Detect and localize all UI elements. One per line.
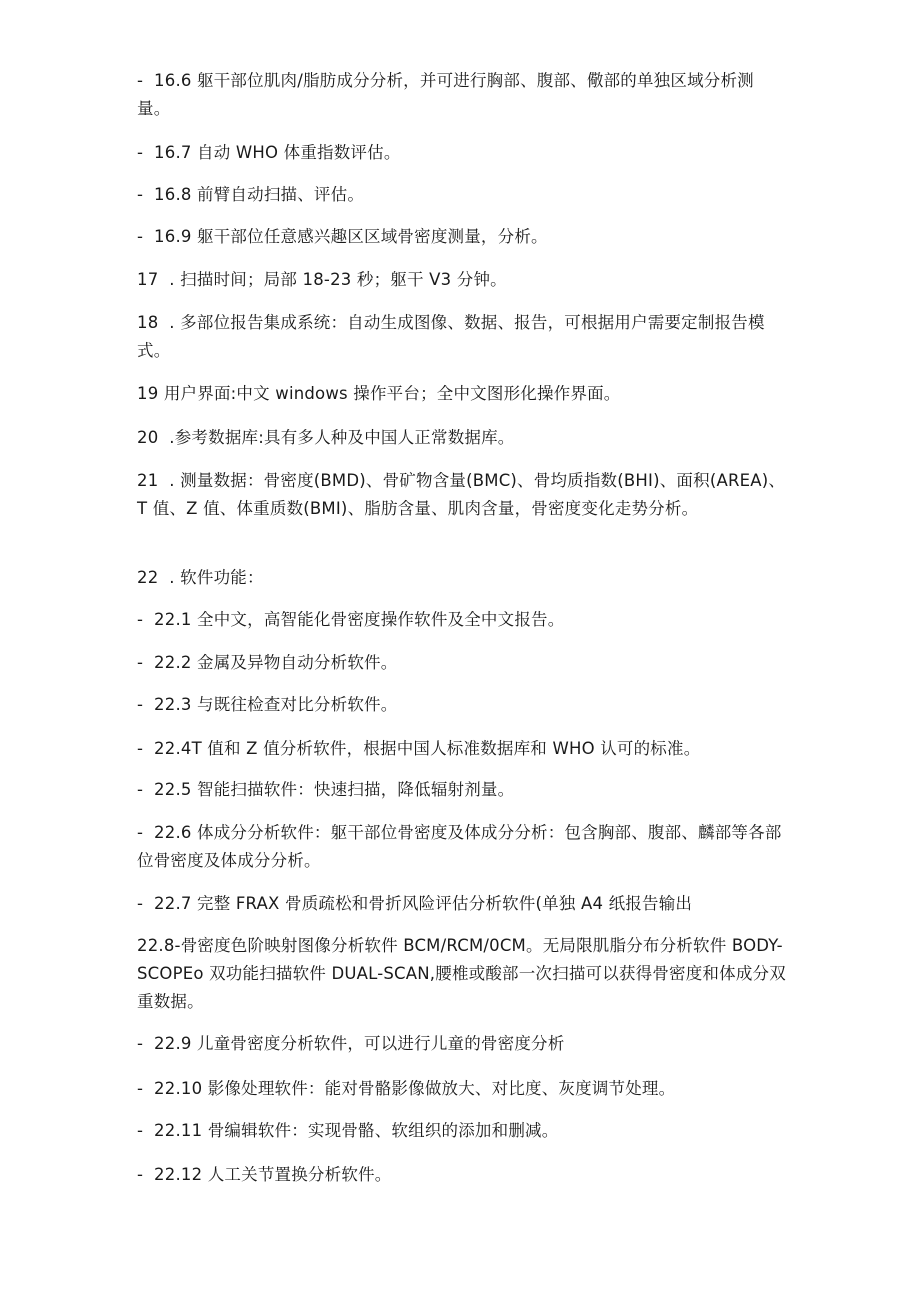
paragraph-16-9: - 16.9 躯干部位任意感兴趣区区域骨密度测量，分析。 <box>137 227 548 246</box>
paragraph-22-2: - 22.2 金属及异物自动分析软件。 <box>137 653 398 672</box>
paragraph-22-5: - 22.5 智能扫描软件：快速扫描，降低辐射剂量。 <box>137 780 515 799</box>
paragraph-20: 20 .参考数据库:具有多人种及中国人正常数据库。 <box>137 428 515 447</box>
paragraph-22-6: - 22.6 体成分分析软件：躯干部位骨密度及体成分分析：包含胸部、腹部、麟部等各部位骨密度及体成分分析。 <box>137 823 782 870</box>
paragraph-22-8: 22.8-骨密度色阶映射图像分析软件 BCM/RCM/0CM。无局限肌脂分布分析软件 BODY-SCOPEo 双功能扫描软件 DUAL-SCAN,腰椎或酸部一次扫描可以获得骨密度和体成分双重数据。 <box>137 936 786 1011</box>
paragraph-19: 19 用户界面:中文 windows 操作平台；全中文图形化操作界面。 <box>137 384 621 403</box>
paragraph-22-7: - 22.7 完整 FRAX 骨质疏松和骨折风险评估分析软件(单独 A4 纸报告输出 <box>137 894 693 913</box>
paragraph-17: 17 . 扫描时间；局部 18-23 秒；躯干 V3 分钟。 <box>137 270 507 289</box>
paragraph-22-1: - 22.1 全中文，高智能化骨密度操作软件及全中文报告。 <box>137 610 565 629</box>
paragraph-22-11: - 22.11 骨编辑软件：实现骨骼、软组织的添加和删减。 <box>137 1121 559 1140</box>
paragraph-21: 21 . 测量数据：骨密度(BMD)、骨矿物含量(BMC)、骨均质指数(BHI)、面积(AREA)、T 值、Z 值、体重质数(BMI)、脂肪含量、肌肉含量，骨密度变化走势分析。 <box>137 471 786 518</box>
paragraph-22-4: - 22.4T 值和 Z 值分析软件，根据中国人标准数据库和 WHO 认可的标准。 <box>137 739 701 758</box>
paragraph-16-6: - 16.6 躯干部位肌肉/脂肪成分分析，并可进行胸部、腹部、儆部的单独区域分析测量。 <box>137 71 754 118</box>
paragraph-22-12: - 22.12 人工关节置换分析软件。 <box>137 1165 392 1184</box>
paragraph-22-9: - 22.9 儿童骨密度分析软件，可以进行儿童的骨密度分析 <box>137 1034 565 1053</box>
paragraph-18: 18 . 多部位报告集成系统：自动生成图像、数据、报告，可根据用户需要定制报告模式。 <box>137 313 765 360</box>
paragraph-22-3: - 22.3 与既往检查对比分析软件。 <box>137 695 398 714</box>
paragraph-22-10: - 22.10 影像处理软件：能对骨骼影像做放大、对比度、灰度调节处理。 <box>137 1079 676 1098</box>
paragraph-22: 22 . 软件功能： <box>137 568 264 587</box>
paragraph-16-8: - 16.8 前臂自动扫描、评估。 <box>137 185 365 204</box>
paragraph-16-7: - 16.7 自动 WHO 体重指数评估。 <box>137 143 401 162</box>
